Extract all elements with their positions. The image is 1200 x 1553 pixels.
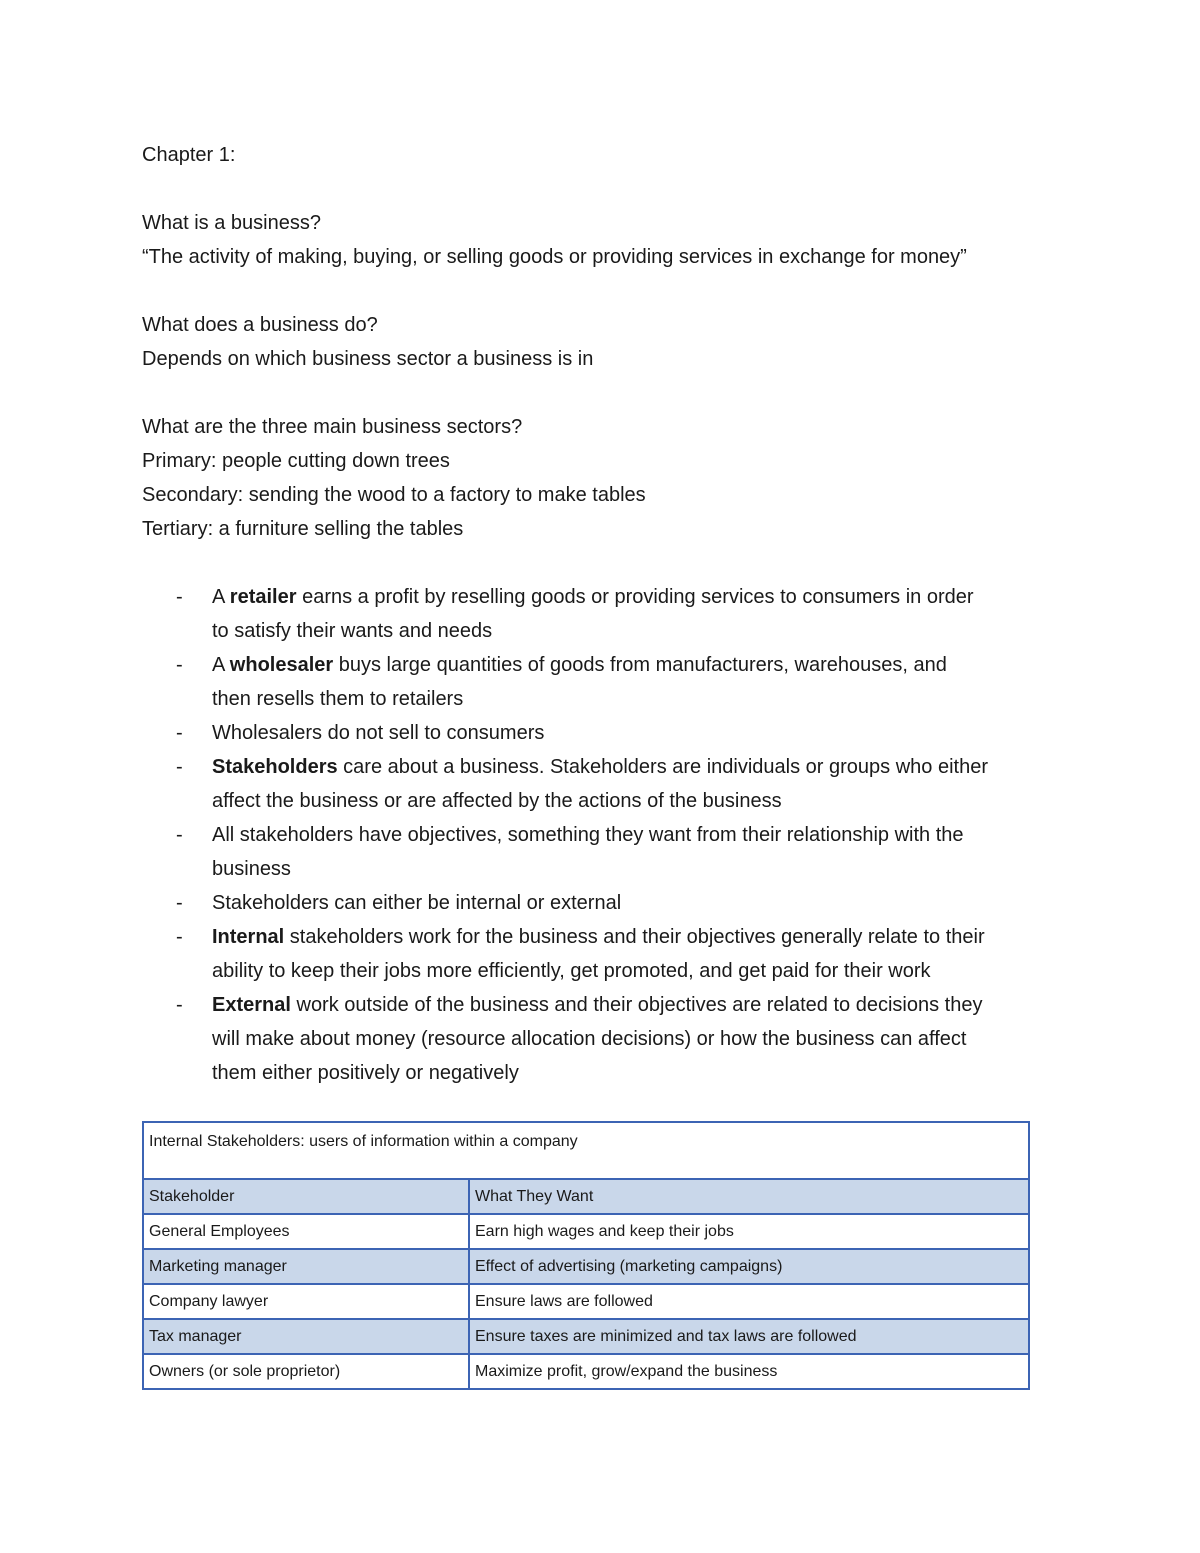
bullet-dash: - [176, 722, 183, 744]
table-cell: Ensure taxes are minimized and tax laws are followed [469, 1319, 1029, 1354]
bullet-internal: Internal stakeholders work for the business and their objectives generally relate to their [212, 926, 985, 948]
bullet-external-cont: will make about money (resource allocation decisions) or how the business can affect [212, 1028, 967, 1050]
answer-what-business-does: Depends on which business sector a business is in [142, 348, 594, 370]
table-title-row [143, 1122, 1029, 1179]
internal-stakeholders-table [142, 1121, 1030, 1390]
chapter-heading: Chapter 1: [142, 144, 236, 166]
bullet-internal-cont: ability to keep their jobs more efficiently, get promoted, and get paid for their work [212, 960, 931, 982]
table-title: Internal Stakeholders: users of information within a company [143, 1122, 1029, 1179]
table-cell: Effect of advertising (marketing campaigns) [469, 1249, 1029, 1284]
table-cell: Company lawyer [143, 1284, 469, 1319]
table-row [143, 1214, 1029, 1249]
table-cell: General Employees [143, 1214, 469, 1249]
sector-primary: Primary: people cutting down trees [142, 450, 450, 472]
bullet-retailer-cont: to satisfy their wants and needs [212, 620, 493, 642]
table-cell: Owners (or sole proprietor) [143, 1354, 469, 1389]
question-what-is-business: What is a business? [142, 212, 321, 234]
bullet-objectives: All stakeholders have objectives, something they want from their relationship with the [212, 824, 964, 846]
table-row [143, 1284, 1029, 1319]
table-row [143, 1249, 1029, 1284]
bullet-stakeholders-cont: affect the business or are affected by the actions of the business [212, 790, 782, 812]
bullet-wholesalers-consumers: Wholesalers do not sell to consumers [212, 722, 545, 744]
bullet-external-cont2: them either positively or negatively [212, 1062, 519, 1084]
question-what-business-does: What does a business do? [142, 314, 378, 336]
question-business-sectors: What are the three main business sectors? [142, 416, 523, 438]
answer-what-is-business: “The activity of making, buying, or selling goods or providing services in exchange for money” [142, 246, 967, 268]
bullet-external: External work outside of the business and their objectives are related to decisions they [212, 994, 983, 1016]
table-row [143, 1354, 1029, 1389]
table-cell: Marketing manager [143, 1249, 469, 1284]
header-what-they-want: What They Want [469, 1179, 1029, 1214]
table-cell: Maximize profit, grow/expand the business [469, 1354, 1029, 1389]
bullet-retailer: A retailer earns a profit by reselling goods or providing services to consumers in order [212, 586, 974, 608]
bullet-dash: - [176, 654, 183, 676]
bullet-dash: - [176, 756, 183, 778]
sector-tertiary: Tertiary: a furniture selling the tables [142, 518, 464, 540]
bullet-dash: - [176, 926, 183, 948]
bullet-dash: - [176, 586, 183, 608]
bullet-dash: - [176, 824, 183, 846]
table-cell: Earn high wages and keep their jobs [469, 1214, 1029, 1249]
table-cell: Tax manager [143, 1319, 469, 1354]
bullet-wholesaler-cont: then resells them to retailers [212, 688, 464, 710]
bullet-dash: - [176, 994, 183, 1016]
header-stakeholder: Stakeholder [143, 1179, 469, 1214]
table-row [143, 1319, 1029, 1354]
bullet-objectives-cont: business [212, 858, 291, 880]
bullet-dash: - [176, 892, 183, 914]
bullet-wholesaler: A wholesaler buys large quantities of goods from manufacturers, warehouses, and [212, 654, 947, 676]
bullet-internal-external: Stakeholders can either be internal or external [212, 892, 622, 914]
bullet-stakeholders: Stakeholders care about a business. Stakeholders are individuals or groups who either [212, 756, 988, 778]
table-header-row [143, 1179, 1029, 1214]
sector-secondary: Secondary: sending the wood to a factory to make tables [142, 484, 646, 506]
table-cell: Ensure laws are followed [469, 1284, 1029, 1319]
